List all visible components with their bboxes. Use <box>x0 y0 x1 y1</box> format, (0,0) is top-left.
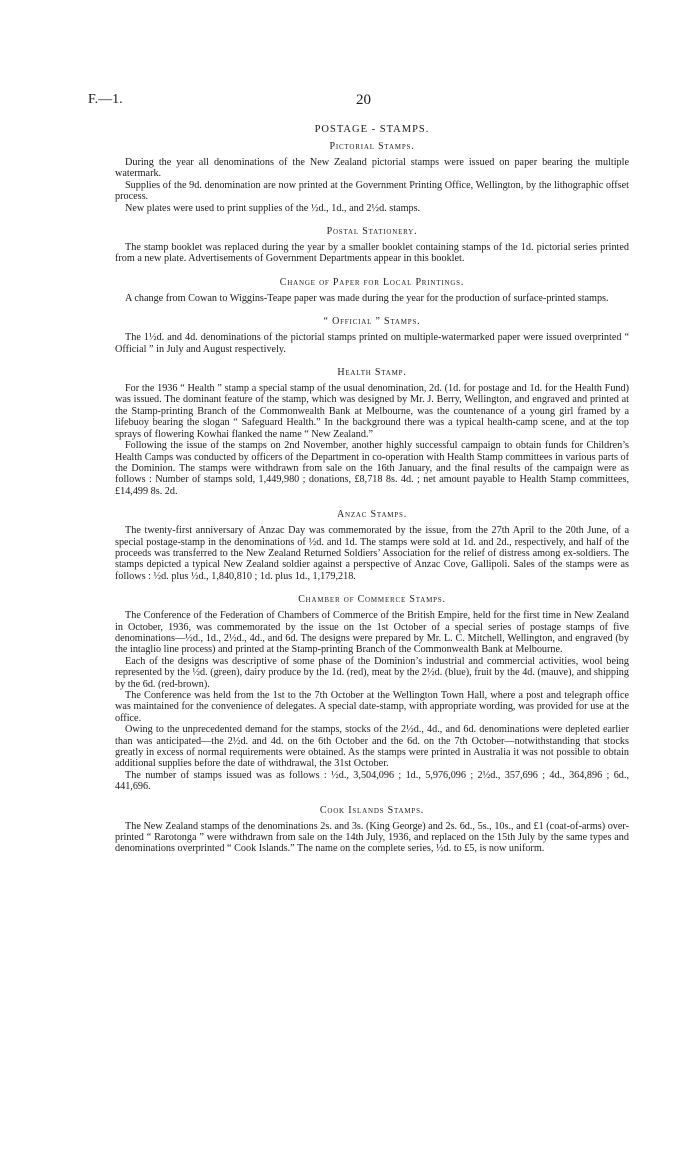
paragraph: Each of the designs was descriptive of some phase of the Dominion’s industrial and commercial activities, wool being represented by the ½d. (green), dairy produce by the 1d. (red), meat by the 2½d. (blue), fruit by the 4d. (mauve), and shipping by the 6d. (red-brown). <box>115 655 629 690</box>
main-title: POSTAGE - STAMPS. <box>314 124 430 135</box>
section-title: Cook Islands Stamps. <box>319 804 425 816</box>
section-title: “ Official ” Stamps. <box>323 316 421 328</box>
section-pictorial-stamps <box>115 141 629 214</box>
paragraph: New plates were used to print supplies of the ½d., 1d., and 2½d. stamps. <box>125 202 421 214</box>
paragraph: The 1½d. and 4d. denominations of the pictorial stamps printed on multiple-watermarked paper were issued overprinted “ Official ” in July and August respectively. <box>115 332 629 355</box>
page-header <box>88 92 628 112</box>
paragraph: The Conference of the Federation of Chambers of Commerce of the British Empire, held for the first time in New Zealand in October, 1936, was commemorated by the issue on the 1st October of a special series of postage stamps of five denominations—½d., 1d., 2½d., 4d., and 6d. The designs were prepared by Mr. L. C. Mitchell, Wellington, and engraved (by the intaglio line process) and printed at the Stamp-printing Branch of the Commonwealth Bank at Melbourne. <box>115 610 629 656</box>
paragraph: For the 1936 “ Health ” stamp a special stamp of the usual denomination, 2d. (1d. for postage and 1d. for the Health Fund) was issued. The dominant feature of the stamp, which was designed by Mr. J. Berry, Wellington, and engraved and printed at the Stamp-printing Branch of the Commonwealth Bank at Melbourne, was the countenance of a young girl framed by a lifebuoy bearing the slogan “ Safeguard Health.” In the background there was a typical health-camp scene, and at the top sprays of flowering Kowhai flanked the name “ New Zealand.” <box>115 383 629 440</box>
paragraph: Supplies of the 9d. denomination are now printed at the Government Printing Office, Wellington, by the lithographic offset process. <box>115 179 629 203</box>
page-body <box>115 124 629 855</box>
section-title: Chamber of Commerce Stamps. <box>298 594 446 606</box>
section-title: Change of Paper for Local Printings. <box>279 276 465 288</box>
page-number: 20 <box>356 92 371 108</box>
section-health-stamp <box>115 367 629 497</box>
section-official-stamps <box>115 316 629 355</box>
section-title: Anzac Stamps. <box>336 509 408 521</box>
section-title: Pictorial Stamps. <box>329 141 415 152</box>
section-anzac-stamps <box>115 509 629 582</box>
section-postal-stationery <box>115 226 629 265</box>
paragraph: Owing to the unprecedented demand for the stamps, stocks of the 2½d., 4d., and 6d. denominations were depleted earlier than was anticipated—the 2½d. and 4d. on the 6th October and the 6d. on the 7th October—notwithstanding that stocks greatly in excess of normal requirements were obtained. As the stamps were printed in Australia it was not possible to obtain additional supplies before the date of withdrawal, the 31st October. <box>115 724 629 770</box>
section-chamber-of-commerce-stamps <box>115 594 629 793</box>
report-reference: F.—1. <box>88 92 123 107</box>
paragraph: Following the issue of the stamps on 2nd November, another highly successful campaign to obtain funds for Children’s Health Camps was conducted by officers of the Department in co-operation with Health Stamp committees in various parts of the Dominion. The stamps were withdrawn from sale on the 16th January, and the final results of the campaign were as follows : Number of stamps sold, 1,449,980 ; donations, £8,718 8s. 4d. ; net amount payable to Health Stamp committees, £14,499 8s. 2d. <box>115 440 629 497</box>
paragraph: The number of stamps issued was as follows : ½d., 3,504,096 ; 1d., 5,976,096 ; 2½d., 357,696 ; 4d., 364,896 ; 6d., 441,696. <box>115 769 629 793</box>
paragraph: The Conference was held from the 1st to the 7th October at the Wellington Town Hall, where a post and telegraph office was maintained for the convenience of delegates. A special date-stamp, with appropriate wording, was provided for use at the office. <box>115 690 629 724</box>
paragraph: A change from Cowan to Wiggins-Teape paper was made during the year for the production of surface-printed stamps. <box>125 292 609 304</box>
section-cook-islands-stamps <box>115 805 629 855</box>
section-title: Postal Stationery. <box>326 226 418 238</box>
paragraph: During the year all denominations of the New Zealand pictorial stamps were issued on paper bearing the multiple watermark. <box>115 157 629 180</box>
paragraph: The stamp booklet was replaced during the year by a smaller booklet containing stamps of the 1d. pictorial series printed from a new plate. Advertisements of Government Departments appear in this booklet. <box>115 242 629 265</box>
section-title: Health Stamp. <box>337 367 407 379</box>
section-change-of-paper <box>115 277 629 304</box>
paragraph: The New Zealand stamps of the denominations 2s. and 3s. (King George) and 2s. 6d., 5s., 10s., and £1 (coat-of-arms) over-printed “ Rarotonga ” were withdrawn from sale on the 14th July, 1936, and replaced on the 15th July by the same types and denominations overprinted “ Cook Islands.” The name on the complete series, ½d. to £5, is now uniform. <box>115 820 629 855</box>
paragraph: The twenty-first anniversary of Anzac Day was commemorated by the issue, from the 27th April to the 20th June, of a special postage-stamp in the denominations of ½d. and 1d. The stamps were sold at 1d. and 2d., respectively, and half of the proceeds was transferred to the New Zealand Returned Soldiers’ Association for the relief of distress among ex-soldiers. The stamps depicted a typical New Zealand soldier against a perspective of Anzac Cove, Gallipoli. Sales of the stamps were as follows : ½d. plus ½d., 1,840,810 ; 1d. plus 1d., 1,179,218. <box>115 525 629 582</box>
